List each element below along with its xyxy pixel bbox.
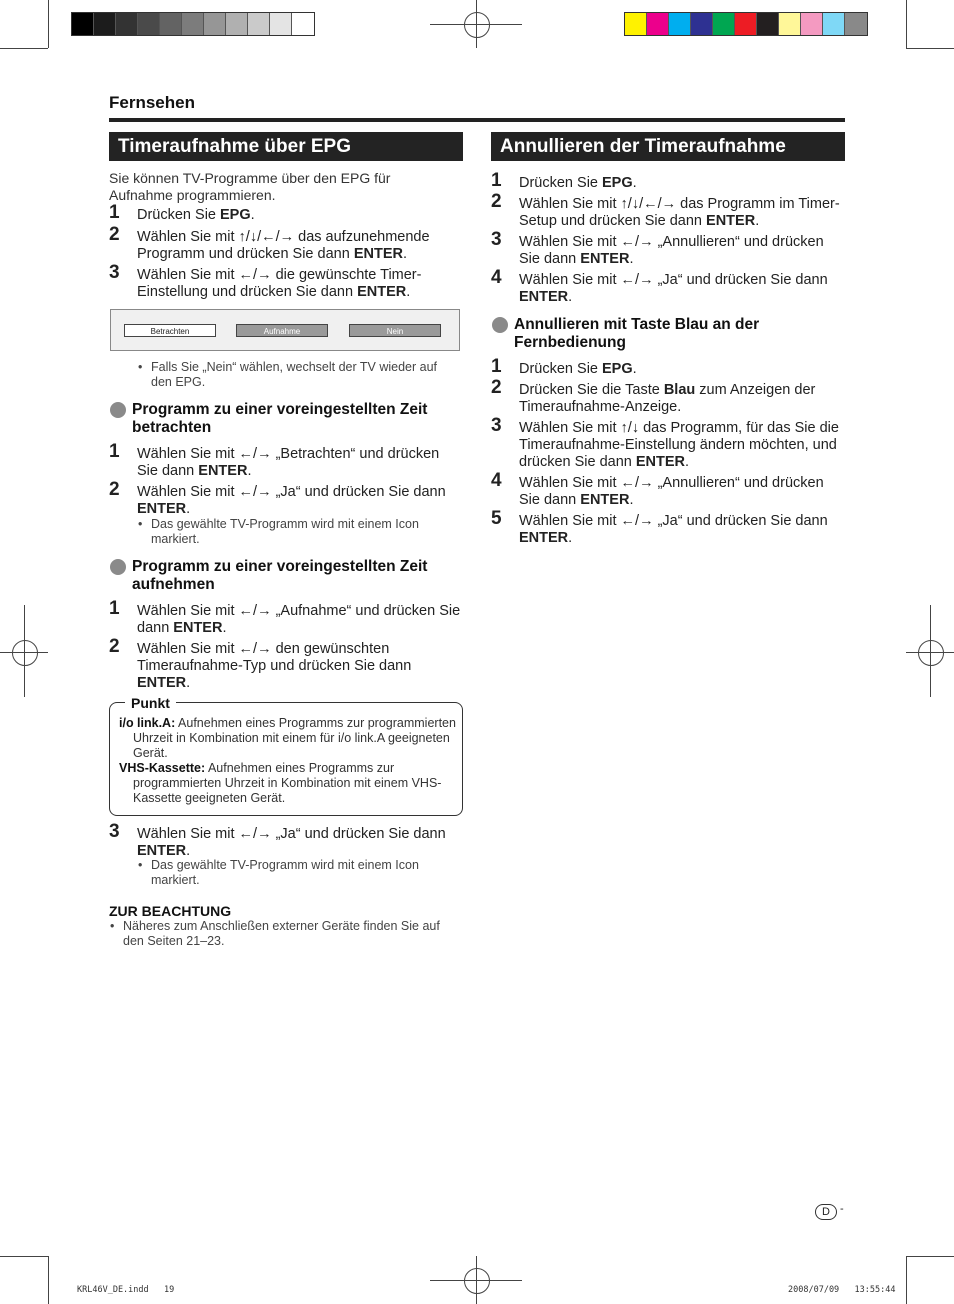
intro-text: Sie können TV-Programme über den EPG für Aufnahme programmieren. <box>109 170 391 203</box>
punkt-title: Punkt <box>125 695 176 711</box>
process-color-bar <box>624 12 868 36</box>
colorbar-swatch-1 <box>647 13 669 35</box>
colorbar-swatch-8 <box>801 13 823 35</box>
sub2-step-1: 1 Wählen Sie mit ←/→ „Aufnahme“ und drücken Sie dann ENTER. <box>109 598 461 636</box>
bullet-dot-icon <box>492 317 508 333</box>
screen-button-betrachten: Betrachten <box>124 324 216 337</box>
bullet-dot-icon <box>110 559 126 575</box>
note-nein: • Falls Sie „Nein“ wählen, wechselt der TV wieder auf den EPG. <box>151 360 456 390</box>
sub-heading-betrachten: Programm zu einer voreingestellten Zeit betrachten <box>132 401 428 436</box>
graybar-swatch-3 <box>138 13 160 35</box>
colorbar-swatch-6 <box>757 13 779 35</box>
sub2-note: • Das gewählte TV-Programm wird mit einem Icon markiert. <box>151 858 441 888</box>
colorbar-swatch-2 <box>669 13 691 35</box>
left-step-3: 3 Wählen Sie mit ←/→ die gewünschte Timer-Einstellung und drücken Sie dann ENTER. <box>109 262 422 300</box>
colorbar-swatch-5 <box>735 13 757 35</box>
section-header: Fernsehen <box>109 93 195 112</box>
colorbar-swatch-7 <box>779 13 801 35</box>
graybar-swatch-6 <box>204 13 226 35</box>
timer-choice-screen <box>110 309 460 351</box>
graybar-swatch-1 <box>94 13 116 35</box>
right-step-4: 4 Wählen Sie mit ←/→ „Ja“ und drücken Sie dann ENTER. <box>491 267 828 305</box>
graybar-swatch-8 <box>248 13 270 35</box>
header-rule <box>109 118 845 122</box>
sub1-note: • Das gewählte TV-Programm wird mit einem Icon markiert. <box>151 517 441 547</box>
screen-button-nein: Nein <box>349 324 441 337</box>
grayscale-color-bar <box>71 12 315 36</box>
right-sub-step-3: 3 Wählen Sie mit ↑/↓ das Programm, für das Sie die Timeraufnahme-Einstellung ändern möchten, und drücken Sie dann ENTER. <box>491 415 839 470</box>
sub1-step-2: 2 Wählen Sie mit ←/→ „Ja“ und drücken Sie dann ENTER. <box>109 479 446 517</box>
graybar-swatch-0 <box>72 13 94 35</box>
left-section-title: Timeraufnahme über EPG <box>109 132 463 161</box>
bullet-dot-icon <box>110 402 126 418</box>
colorbar-swatch-10 <box>845 13 867 35</box>
sub-heading-blau: Annullieren mit Taste Blau an der Fernbedienung <box>514 316 760 351</box>
caution-note: • Näheres zum Anschließen externer Geräte finden Sie auf den Seiten 21–23. <box>123 919 453 949</box>
graybar-swatch-7 <box>226 13 248 35</box>
graybar-swatch-10 <box>292 13 314 35</box>
page-label-badge: D <box>815 1204 837 1220</box>
graybar-swatch-5 <box>182 13 204 35</box>
graybar-swatch-2 <box>116 13 138 35</box>
colorbar-swatch-4 <box>713 13 735 35</box>
page-suffix: - <box>840 1203 844 1215</box>
sub2-step-3: 3 Wählen Sie mit ←/→ „Ja“ und drücken Sie dann ENTER. <box>109 821 446 859</box>
left-step-1: 1 Drücken Sie EPG. <box>109 202 255 223</box>
right-step-3: 3 Wählen Sie mit ←/→ „Annullieren“ und drücken Sie dann ENTER. <box>491 229 824 267</box>
graybar-swatch-4 <box>160 13 182 35</box>
colorbar-swatch-0 <box>625 13 647 35</box>
colorbar-swatch-3 <box>691 13 713 35</box>
right-sub-step-4: 4 Wählen Sie mit ←/→ „Annullieren“ und drücken Sie dann ENTER. <box>491 470 824 508</box>
right-sub-step-5: 5 Wählen Sie mit ←/→ „Ja“ und drücken Sie dann ENTER. <box>491 508 828 546</box>
sub2-step-2: 2 Wählen Sie mit ←/→ den gewünschten Timeraufnahme-Typ und drücken Sie dann ENTER. <box>109 636 412 691</box>
right-sub-step-2: 2 Drücken Sie die Taste Blau zum Anzeigen der Timeraufnahme-Anzeige. <box>491 377 816 415</box>
screen-button-aufnahme: Aufnahme <box>236 324 328 337</box>
right-step-1: 1 Drücken Sie EPG. <box>491 170 637 191</box>
caution-title: ZUR BEACHTUNG <box>109 903 232 919</box>
sub-heading-aufnehmen: Programm zu einer voreingestellten Zeit aufnehmen <box>132 558 428 593</box>
sub1-step-1: 1 Wählen Sie mit ←/→ „Betrachten“ und drücken Sie dann ENTER. <box>109 441 440 479</box>
punkt-item-iolink: i/o link.A: Aufnehmen eines Programms zur programmierten Uhrzeit in Kombination mit einem für i/o link.A geeigneten Gerät. <box>119 716 456 760</box>
right-section-title: Annullieren der Timeraufnahme <box>491 132 845 161</box>
footer-timestamp: 2008/07/09 13:55:44 <box>788 1285 896 1295</box>
right-sub-step-1: 1 Drücken Sie EPG. <box>491 356 637 377</box>
right-step-2: 2 Wählen Sie mit ↑/↓/←/→ das Programm im Timer-Setup und drücken Sie dann ENTER. <box>491 191 840 229</box>
colorbar-swatch-9 <box>823 13 845 35</box>
graybar-swatch-9 <box>270 13 292 35</box>
footer-filename: KRL46V_DE.indd 19 <box>77 1285 175 1295</box>
left-step-2: 2 Wählen Sie mit ↑/↓/←/→ das aufzunehmende Programm und drücken Sie dann ENTER. <box>109 224 430 262</box>
punkt-item-vhs: VHS-Kassette: Aufnehmen eines Programms zur programmierten Uhrzeit in Kombination mit einem VHS-Kassette geeigneten Gerät. <box>119 761 442 805</box>
